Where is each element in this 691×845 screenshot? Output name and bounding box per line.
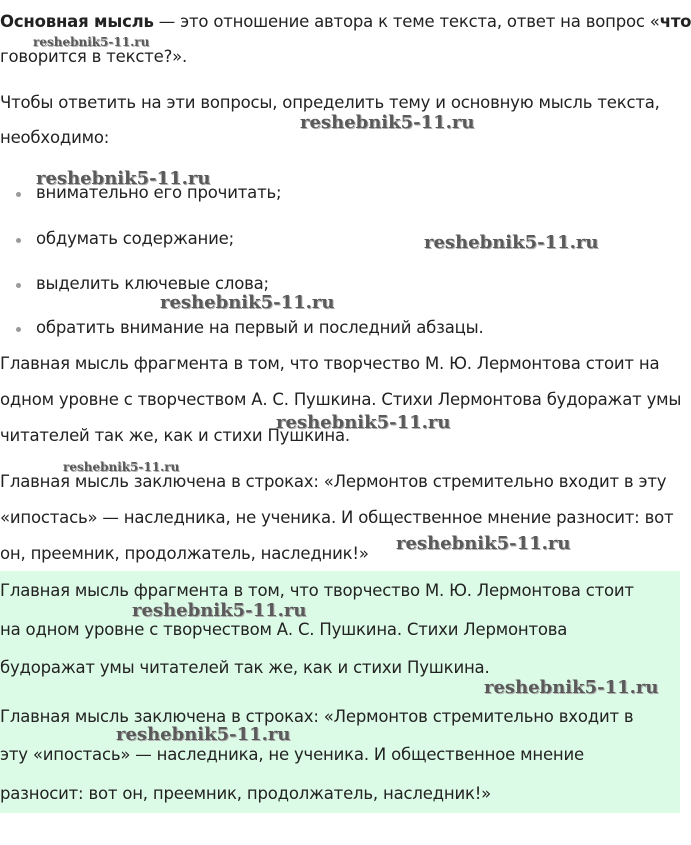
answer-paragraph-1-line-1: Главная мысль фрагмента в том, что творчество М. Ю. Лермонтова стоит bbox=[0, 581, 634, 600]
paragraph-1-line-3: читателей так же, как и стихи Пушкина. bbox=[0, 426, 350, 445]
paragraph-2-line-3: он, преемник, продолжатель, наследник!» bbox=[0, 544, 369, 563]
answer-paragraph-1-line-3: будоражат умы читателей так же, как и стихи Пушкина. bbox=[0, 658, 490, 677]
watermark: reshebnik5-11.ru bbox=[300, 112, 475, 133]
bullet-icon bbox=[16, 327, 21, 332]
steps-intro-line-2: необходимо: bbox=[0, 128, 110, 147]
answer-paragraph-1-line-2: на одном уровне с творчеством А. С. Пушкина. Стихи Лермонтова bbox=[0, 620, 568, 639]
bullet-icon bbox=[16, 192, 21, 197]
watermark: reshebnik5-11.ru bbox=[160, 292, 335, 313]
definition-text: — это отношение автора к теме текста, ответ на вопрос « bbox=[153, 12, 660, 31]
watermark: reshebnik5-11.ru bbox=[132, 600, 307, 621]
watermark: reshebnik5-11.ru bbox=[63, 460, 180, 474]
watermark: reshebnik5-11.ru bbox=[33, 35, 150, 49]
watermark: reshebnik5-11.ru bbox=[116, 724, 291, 745]
answer-paragraph-2-line-3: разносит: вот он, преемник, продолжатель, наследник!» bbox=[0, 784, 492, 803]
definition-term: Основная мысль bbox=[0, 12, 154, 31]
paragraph-2-line-1: Главная мысль заключена в строках: «Лермонтов стремительно входит в эту bbox=[0, 472, 667, 491]
bullet-icon bbox=[16, 238, 21, 243]
definition-line-1 bbox=[0, 12, 691, 31]
paragraph-1-line-1: Главная мысль фрагмента в том, что творчество М. Ю. Лермонтова стоит на bbox=[0, 354, 660, 373]
watermark: reshebnik5-11.ru bbox=[36, 168, 211, 189]
paragraph-1-line-2: одном уровне с творчеством А. С. Пушкина. Стихи Лермонтова будоражат умы bbox=[0, 390, 682, 409]
steps-intro-line-1: Чтобы ответить на эти вопросы, определить тему и основную мысль текста, bbox=[0, 93, 660, 112]
watermark: reshebnik5-11.ru bbox=[396, 533, 571, 554]
watermark: reshebnik5-11.ru bbox=[424, 232, 599, 253]
answer-paragraph-2-line-1: Главная мысль заключена в строках: «Лермонтов стремительно входит в bbox=[0, 707, 634, 726]
bullet-icon bbox=[16, 283, 21, 288]
definition-line-2: говорится в тексте?». bbox=[0, 47, 188, 66]
watermark: reshebnik5-11.ru bbox=[484, 677, 659, 698]
answer-paragraph-2-line-2: эту «ипостась» — наследника, не ученика. И общественное мнение bbox=[0, 745, 584, 764]
watermark: reshebnik5-11.ru bbox=[276, 412, 451, 433]
paragraph-2-line-2: «ипостась» — наследника, не ученика. И общественное мнение разносит: вот bbox=[0, 508, 674, 527]
definition-bold-end: что bbox=[659, 12, 691, 31]
